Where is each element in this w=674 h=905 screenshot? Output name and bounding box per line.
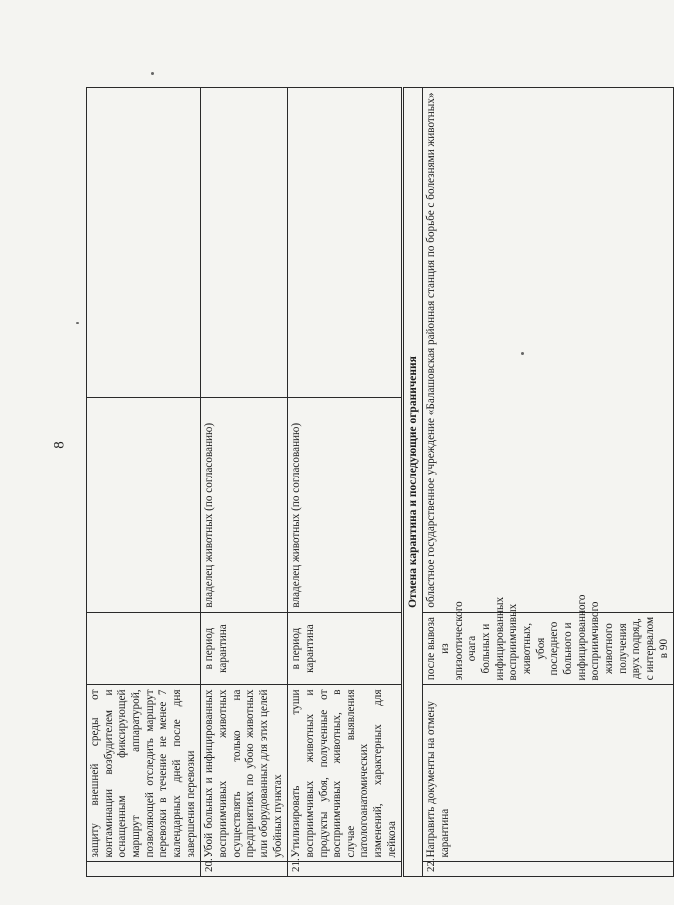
table-row xyxy=(201,88,288,877)
responsible-cell: областное государственное учреждение «Балашовская районная станция по борьбе с болезнями животных» xyxy=(423,88,674,613)
row-number: 21. xyxy=(288,862,403,877)
scan-speck xyxy=(151,72,154,75)
blank-cell xyxy=(201,88,288,398)
action-cell: защиту внешней среды от контаминации возбудителем и оснащенным фиксирующей маршрут аппаратурой, позволяющей отследить маршрут перевозки в течение не менее 7 календарных дней после дня завершения перевозки xyxy=(87,685,201,862)
row-number: 22. xyxy=(423,862,674,877)
row-number xyxy=(87,862,201,877)
table-row xyxy=(423,88,674,877)
table-row xyxy=(288,88,403,877)
action-cell: Направить документы на отмену карантина xyxy=(423,685,674,862)
section-title: Отмена карантина и последующие ограничения xyxy=(403,88,423,877)
responsible-cell: владелец животных (по согласованию) xyxy=(201,398,288,612)
responsible-cell: владелец животных (по согласованию) xyxy=(288,398,403,612)
period-cell: в период карантина xyxy=(201,612,288,685)
scan-speck xyxy=(76,322,79,324)
action-cell: Утилизировать туши восприимчивых животных и продукты убоя, полученные от восприимчивых животных, в случае выявления патологоанатомических изменений, характерных для лейкоза xyxy=(288,685,403,862)
period-cell: в период карантина xyxy=(288,612,403,685)
period-cell xyxy=(87,612,201,685)
table-row xyxy=(403,88,423,877)
page-number: 8 xyxy=(51,441,68,449)
blank-cell xyxy=(288,88,403,398)
period-cell: после вывоза из эпизоотического очага больных и инфицированных восприимчивых животных, убоя последнего больного и инфицированного восприимчивого животного получения двух подряд, с интервалом в 90 xyxy=(423,612,674,685)
table-row xyxy=(87,88,201,877)
rotated-table-sheet xyxy=(86,87,670,877)
blank-cell xyxy=(87,88,201,398)
measures-table xyxy=(86,87,674,877)
row-number: 20. xyxy=(201,862,288,877)
action-cell: Убой больных и инфицированных восприимчивых животных осуществлять только на предприятиях по убою животных или оборудованных для этих целей убойных пунктах xyxy=(201,685,288,862)
responsible-cell xyxy=(87,398,201,612)
